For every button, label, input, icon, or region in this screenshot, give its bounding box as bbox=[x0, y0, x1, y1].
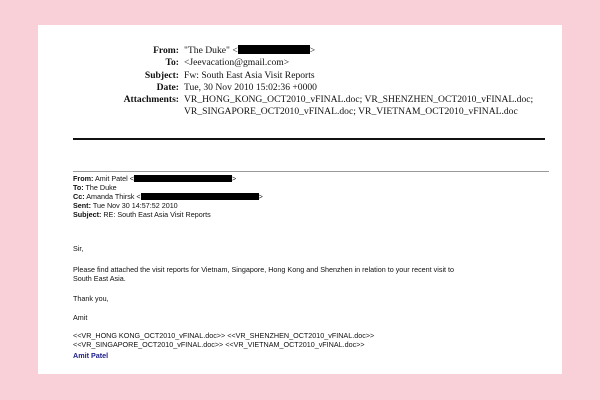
forwarded-cc-label: Cc: bbox=[73, 192, 85, 202]
email-header bbox=[38, 45, 562, 117]
header-to-row bbox=[38, 57, 562, 69]
body-attachments-line-2: <<VR_SINGAPORE_OCT2010_vFINAL.doc>> <<VR_VIETNAM_OCT2010_vFINAL.doc>> bbox=[73, 340, 365, 350]
signature: Amit Patel bbox=[73, 351, 109, 360]
forwarded-to-row bbox=[73, 183, 263, 192]
forward-divider bbox=[73, 171, 549, 172]
email-printout bbox=[38, 25, 562, 374]
forwarded-cc-row bbox=[73, 192, 263, 201]
body-attachments bbox=[73, 331, 374, 349]
forwarded-from-value: Amit Patel < bbox=[93, 174, 134, 183]
header-subject-value: Fw: South East Asia Visit Reports bbox=[184, 69, 315, 81]
header-date-value: Tue, 30 Nov 2010 15:02:36 +0000 bbox=[184, 81, 317, 93]
header-from-row bbox=[38, 45, 562, 57]
forwarded-from-tail: > bbox=[231, 174, 237, 183]
header-date-row bbox=[38, 82, 562, 94]
header-attachments-line-2: VR_SINGAPORE_OCT2010_vFINAL.doc; VR_VIETNAM_OCT2010_vFINAL.doc bbox=[184, 105, 518, 117]
header-from-tail: > bbox=[309, 45, 316, 56]
forwarded-from-label: From: bbox=[73, 174, 94, 183]
forwarded-subject-value: RE: South East Asia Visit Reports bbox=[101, 210, 211, 220]
header-subject-label: Subject: bbox=[144, 69, 179, 81]
header-attachments-line-1: VR_HONG_KONG_OCT2010_vFINAL.doc; VR_SHENZHEN_OCT2010_vFINAL.doc; bbox=[184, 94, 534, 106]
header-subject-row bbox=[38, 70, 562, 82]
forwarded-to-label: To: bbox=[73, 183, 84, 193]
forwarded-header bbox=[73, 174, 263, 219]
header-from-label: From: bbox=[153, 45, 179, 56]
header-from-value: "The Duke" < bbox=[184, 45, 238, 56]
header-attachments-row bbox=[38, 94, 562, 117]
forwarded-from-row bbox=[73, 174, 263, 183]
forwarded-cc-value: Amanda Thirsk < bbox=[84, 192, 141, 202]
body-paragraph-line-1: Please find attached the visit reports for Vietnam, Singapore, Hong Kong and Shenzhen in relation to your recent visit to bbox=[73, 265, 455, 274]
forwarded-subject-label: Subject: bbox=[73, 210, 102, 220]
body-paragraph-line-2: South East Asia. bbox=[73, 274, 126, 284]
body-name: Amit bbox=[73, 313, 88, 322]
forwarded-sent-row bbox=[73, 201, 263, 210]
header-divider bbox=[73, 138, 545, 140]
redaction-box bbox=[141, 193, 259, 201]
header-to-label: To: bbox=[165, 57, 179, 69]
redaction-box bbox=[134, 175, 232, 183]
header-date-label: Date: bbox=[156, 81, 179, 93]
body-salutation: Sir, bbox=[73, 244, 84, 253]
forwarded-cc-tail: > bbox=[258, 192, 263, 202]
forwarded-sent-value: Tue Nov 30 14:57:52 2010 bbox=[90, 201, 178, 211]
forwarded-sent-label: Sent: bbox=[73, 201, 91, 211]
forwarded-subject-row bbox=[73, 210, 263, 219]
redaction-box bbox=[238, 45, 310, 54]
forwarded-to-value: The Duke bbox=[83, 183, 117, 193]
header-attachments-label: Attachments: bbox=[123, 94, 179, 106]
header-to-value: <Jeevacation@gmail.com> bbox=[184, 57, 290, 69]
body-paragraph bbox=[73, 265, 454, 283]
body-attachments-line-1: <<VR_HONG KONG_OCT2010_vFINAL.doc>> <<VR_SHENZHEN_OCT2010_vFINAL.doc>> bbox=[73, 331, 375, 340]
body-thanks: Thank you, bbox=[73, 294, 109, 303]
